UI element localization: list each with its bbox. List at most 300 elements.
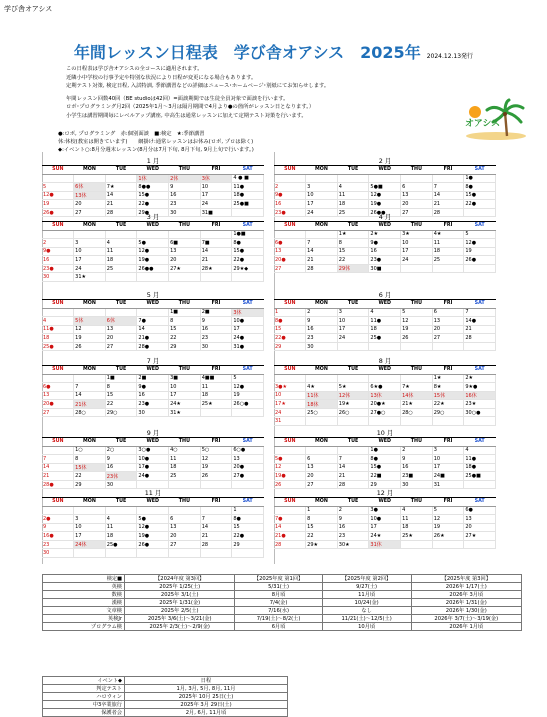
day-cell: 12	[274, 463, 306, 472]
day-cell	[137, 549, 169, 558]
month-calendar	[42, 357, 264, 417]
table-cell: イベント◆	[43, 677, 125, 685]
day-cell: 30■	[369, 264, 401, 273]
title-text: 年間レッスン日程表 学び舎オアシス 2025年	[73, 43, 421, 62]
month-title: 8 月	[274, 357, 496, 366]
day-cell: 20	[464, 523, 496, 532]
weekday-label: SAT	[464, 300, 496, 308]
day-cell: 1■	[105, 374, 137, 383]
day-cell: 22★	[432, 400, 464, 409]
day-cell: 25●	[369, 334, 401, 343]
day-cell: 2★	[369, 230, 401, 239]
day-cell: 8●	[232, 515, 264, 524]
month-title: 12 月	[274, 489, 496, 498]
month-calendar	[274, 489, 496, 549]
day-cell: 15	[105, 391, 137, 400]
page-title	[0, 40, 547, 63]
day-cell: 6	[432, 308, 464, 317]
day-cell: 24休	[74, 540, 106, 549]
day-cell: 11	[105, 523, 137, 532]
day-cell	[42, 446, 74, 455]
week-row	[274, 317, 496, 326]
day-cell: 17	[232, 325, 264, 334]
day-cell: 25●	[42, 342, 74, 351]
weekday-label: SAT	[232, 438, 264, 446]
day-cell: 9●	[137, 383, 169, 392]
day-cell: 22●	[464, 200, 496, 209]
day-cell	[337, 342, 369, 351]
day-cell: 20	[105, 334, 137, 343]
weekday-label: SUN	[274, 366, 306, 374]
day-cell	[105, 230, 137, 239]
day-cell: 25●	[105, 540, 137, 549]
day-cell: 13	[169, 523, 201, 532]
day-cell: 27●○	[369, 408, 401, 417]
day-cell: 3●★	[274, 383, 306, 392]
legend	[58, 130, 254, 154]
day-cell: 13	[306, 463, 338, 472]
day-cell: 31	[432, 480, 464, 489]
day-cell: 19	[232, 391, 264, 400]
day-cell: 11●	[464, 455, 496, 464]
day-cell: 29●	[137, 208, 169, 217]
week-row	[42, 515, 264, 524]
weekday-label: SAT	[232, 166, 264, 174]
table-cell: 【2024年度 第3回】	[125, 575, 235, 583]
table-cell: 2026年 1/30(金)	[411, 607, 521, 615]
weekday-label: THU	[401, 222, 433, 230]
day-cell: 30	[200, 342, 232, 351]
week-row	[274, 506, 496, 515]
week-row	[42, 374, 264, 383]
weekday-label: THU	[401, 300, 433, 308]
day-cell	[464, 480, 496, 489]
intro-line: ロボ･プログラミング月2回（2025年1月～3月は隔月期間で4月より●の箇所がレッスン日となります。）	[66, 104, 315, 111]
week-row	[274, 264, 496, 273]
day-cell: 6休	[105, 317, 137, 326]
day-cell: 25	[169, 472, 201, 481]
day-cell: 13	[42, 391, 74, 400]
day-cell	[274, 230, 306, 239]
week-row	[274, 446, 496, 455]
month-title: 6 月	[274, 291, 496, 300]
day-cell	[464, 342, 496, 351]
table-cell: 2025年 2/3(土)～2/9(金)	[125, 623, 235, 631]
week-row	[274, 523, 496, 532]
day-cell: 13	[464, 515, 496, 524]
day-cell: 24	[401, 256, 433, 265]
day-cell: 5○	[200, 446, 232, 455]
day-cell: 23●	[274, 208, 306, 217]
week-row	[42, 308, 264, 317]
weekday-label: THU	[401, 166, 433, 174]
oasis-logo	[461, 98, 531, 140]
day-cell: 26	[401, 334, 433, 343]
day-cell: 14	[105, 191, 137, 200]
month-calendar	[42, 157, 264, 217]
week-row	[274, 400, 496, 409]
week-row	[42, 334, 264, 343]
table-row	[43, 599, 522, 607]
table-cell: 1月, 3月, 5月, 8月, 11月	[125, 685, 288, 693]
day-cell: 7	[337, 455, 369, 464]
weekday-label: MON	[74, 222, 106, 230]
weekday-label: FRI	[200, 222, 232, 230]
day-cell: 28	[200, 540, 232, 549]
day-cell: 20●	[274, 256, 306, 265]
day-cell: 10●	[137, 455, 169, 464]
week-row	[42, 325, 264, 334]
table-cell: 2026年 3/7(土)～3/19(金)	[411, 615, 521, 623]
week-row	[274, 342, 496, 351]
weekday-label: FRI	[200, 438, 232, 446]
week-row	[274, 383, 496, 392]
day-cell	[74, 506, 106, 515]
weekday-label: TUE	[337, 498, 369, 506]
week-row	[274, 480, 496, 489]
day-cell	[401, 174, 433, 183]
day-cell	[232, 480, 264, 489]
weekday-label: SUN	[42, 366, 74, 374]
day-cell: 27	[42, 408, 74, 417]
day-cell: 4	[337, 183, 369, 192]
day-cell: 7	[200, 515, 232, 524]
day-cell: 17	[369, 523, 401, 532]
day-cell: 4■■	[200, 374, 232, 383]
day-cell: 17●	[137, 463, 169, 472]
week-row	[42, 174, 264, 183]
day-cell: 4	[464, 446, 496, 455]
weekday-label: FRI	[432, 366, 464, 374]
day-cell: 15休	[74, 463, 106, 472]
day-cell: 14	[306, 247, 338, 256]
intro-text	[66, 65, 446, 121]
day-cell: 24●	[137, 472, 169, 481]
day-cell: 14	[137, 325, 169, 334]
weekday-label: WED	[369, 300, 401, 308]
table-cell: 漢検	[43, 599, 125, 607]
day-cell	[74, 549, 106, 558]
weekday-label: SAT	[464, 498, 496, 506]
day-cell: 4	[42, 317, 74, 326]
day-cell	[464, 417, 496, 426]
day-cell: 4	[369, 308, 401, 317]
month-title: 3 月	[42, 213, 264, 222]
day-cell: 29	[232, 540, 264, 549]
day-cell: 8●	[369, 455, 401, 464]
day-cell: 23●	[137, 400, 169, 409]
table-row	[43, 623, 522, 631]
day-cell: 15休	[432, 391, 464, 400]
day-cell: 29★◆	[232, 264, 264, 273]
day-cell: 9	[169, 183, 201, 192]
day-cell: 11●	[232, 183, 264, 192]
day-cell: 20	[432, 325, 464, 334]
day-cell: 2休	[169, 174, 201, 183]
day-cell: 13	[105, 325, 137, 334]
day-cell: 6○●	[232, 446, 264, 455]
weekday-label: WED	[369, 366, 401, 374]
day-cell: 13	[232, 455, 264, 464]
day-cell: 1●	[464, 174, 496, 183]
day-cell: 6★●	[369, 383, 401, 392]
day-cell: 3	[74, 515, 106, 524]
day-cell: 28●	[42, 480, 74, 489]
day-cell: 10	[306, 191, 338, 200]
day-cell: 14	[432, 191, 464, 200]
day-cell: 11休	[306, 391, 338, 400]
day-cell: 28	[464, 334, 496, 343]
logo-text: オアシス	[465, 119, 501, 129]
day-cell	[200, 408, 232, 417]
day-cell: 2	[306, 308, 338, 317]
day-cell: 3●	[369, 506, 401, 515]
day-cell: 22	[74, 472, 106, 481]
weekday-label: SAT	[464, 438, 496, 446]
day-cell: 3	[74, 239, 106, 248]
weekday-label: WED	[369, 166, 401, 174]
day-cell: 1★	[337, 230, 369, 239]
day-cell: 17	[74, 532, 106, 541]
day-cell: 20●	[42, 400, 74, 409]
day-cell: 9●	[274, 191, 306, 200]
weekday-header-row	[42, 300, 264, 308]
weekday-label: WED	[137, 222, 169, 230]
weekday-label: TUE	[337, 366, 369, 374]
day-cell	[401, 417, 433, 426]
table-row	[43, 709, 288, 717]
table-cell: 英検	[43, 583, 125, 591]
day-cell	[137, 230, 169, 239]
day-cell	[137, 308, 169, 317]
day-cell: 17	[432, 463, 464, 472]
table-cell: 検定■	[43, 575, 125, 583]
weekday-label: TUE	[105, 498, 137, 506]
week-row	[42, 256, 264, 265]
day-cell: 7	[74, 383, 106, 392]
day-cell: 4	[105, 515, 137, 524]
day-cell: 12	[74, 325, 106, 334]
day-cell: 26○	[337, 408, 369, 417]
day-cell: 30	[137, 408, 169, 417]
weekday-label: SUN	[274, 166, 306, 174]
day-cell: 13	[169, 247, 201, 256]
weekday-label: SAT	[232, 498, 264, 506]
weekday-label: WED	[137, 300, 169, 308]
table-cell: 【2025年度 第2回】	[322, 575, 411, 583]
weekday-label: THU	[169, 166, 201, 174]
month-title: 5 月	[42, 291, 264, 300]
day-cell: 11	[432, 239, 464, 248]
day-cell: 2	[274, 183, 306, 192]
day-cell: 19	[432, 523, 464, 532]
week-row	[42, 230, 264, 239]
weekday-label: SUN	[42, 222, 74, 230]
day-cell: 6	[306, 455, 338, 464]
day-cell: 10	[432, 455, 464, 464]
day-cell: 3○●	[137, 446, 169, 455]
day-cell: 1●■	[232, 230, 264, 239]
table-row	[43, 685, 288, 693]
day-cell: 26●	[42, 208, 74, 217]
week-row	[274, 174, 496, 183]
day-cell: 29休	[337, 264, 369, 273]
day-cell: 24★	[169, 400, 201, 409]
day-cell: 21●	[137, 334, 169, 343]
week-row	[274, 334, 496, 343]
day-cell: 22■	[369, 472, 401, 481]
table-row	[43, 591, 522, 599]
weekday-label: TUE	[337, 166, 369, 174]
day-cell: 11●	[369, 317, 401, 326]
legend-line: ◆:イベント○:8月分週末レッスン(8月分は7月下旬, 8月下旬, 9月上旬で行います。)	[58, 147, 254, 153]
day-cell: 14	[274, 523, 306, 532]
table-cell: 10月頃	[322, 623, 411, 631]
day-cell: 26●●	[137, 264, 169, 273]
day-cell: 12●	[369, 191, 401, 200]
day-cell: 30	[401, 480, 433, 489]
day-cell: 23	[42, 540, 74, 549]
day-cell: 28	[337, 480, 369, 489]
weekday-label: MON	[74, 438, 106, 446]
day-cell: 30	[306, 342, 338, 351]
weekday-label: THU	[169, 498, 201, 506]
day-cell: 10	[169, 383, 201, 392]
day-cell: 14	[42, 463, 74, 472]
day-cell	[42, 174, 74, 183]
day-cell	[169, 480, 201, 489]
day-cell: 10	[401, 239, 433, 248]
day-cell: 9●	[369, 239, 401, 248]
day-cell	[401, 540, 433, 549]
weekday-label: WED	[369, 498, 401, 506]
day-cell	[274, 506, 306, 515]
day-cell: 22	[337, 256, 369, 265]
day-cell: 8	[74, 455, 106, 464]
day-cell	[200, 549, 232, 558]
week-row	[274, 247, 496, 256]
day-cell: 17	[306, 200, 338, 209]
day-cell: 31■	[200, 208, 232, 217]
day-cell: 15	[169, 325, 201, 334]
table-cell: 2025年 1/25(土)	[125, 583, 235, 591]
day-cell: 9★●	[464, 383, 496, 392]
day-cell: 14	[74, 391, 106, 400]
header-small-title: 学び舎オアシス	[4, 5, 53, 13]
day-cell: 2■	[200, 308, 232, 317]
day-cell: 22	[306, 532, 338, 541]
day-cell	[105, 308, 137, 317]
day-cell: 10	[337, 317, 369, 326]
day-cell: 5	[42, 183, 74, 192]
day-cell: 30	[42, 273, 74, 282]
day-cell	[369, 374, 401, 383]
day-cell	[42, 374, 74, 383]
day-cell: 20	[169, 256, 201, 265]
table-cell: 5/31(土)	[235, 583, 322, 591]
day-cell: 12	[200, 455, 232, 464]
day-cell	[432, 342, 464, 351]
day-cell	[464, 264, 496, 273]
day-cell	[401, 264, 433, 273]
table-cell: 日程	[125, 677, 288, 685]
week-row	[42, 472, 264, 481]
weekday-label: MON	[74, 166, 106, 174]
day-cell: 3休	[200, 174, 232, 183]
day-cell: 18休	[306, 400, 338, 409]
day-cell: 25★	[401, 532, 433, 541]
day-cell	[432, 174, 464, 183]
day-cell: 12●	[232, 383, 264, 392]
day-cell: 9	[306, 317, 338, 326]
day-cell: 21	[200, 256, 232, 265]
day-cell: 8●	[232, 239, 264, 248]
day-cell: 5休	[74, 317, 106, 326]
day-cell: 23	[169, 200, 201, 209]
day-cell: 6休	[74, 183, 106, 192]
day-cell: 11	[200, 383, 232, 392]
table-cell: 10/24(金)	[322, 599, 411, 607]
day-cell: 27	[432, 334, 464, 343]
weekday-header-row	[274, 438, 496, 446]
day-cell: 9	[401, 455, 433, 464]
day-cell	[306, 446, 338, 455]
day-cell	[232, 273, 264, 282]
day-cell	[306, 174, 338, 183]
day-cell: 17	[200, 191, 232, 200]
weekday-label: MON	[306, 222, 338, 230]
day-cell: 7	[432, 183, 464, 192]
day-cell: 25	[432, 256, 464, 265]
weekday-label: FRI	[200, 166, 232, 174]
day-cell	[369, 417, 401, 426]
day-cell: 23休	[105, 472, 137, 481]
day-cell: 14●	[464, 317, 496, 326]
day-cell: 14休	[401, 391, 433, 400]
legend-line: ●:ロボ, プログラミング 赤:個別面談 ■:検定 ★:季節講習	[58, 131, 205, 137]
day-cell	[306, 230, 338, 239]
intro-line: 小学生は講習期間毎にレベルアップ講座, 中高生は通常レッスンに加えて定期テスト対策を行います。	[66, 112, 307, 119]
weekday-label: WED	[137, 498, 169, 506]
table-cell: 2025年 2/5(土)	[125, 607, 235, 615]
weekday-header-row	[42, 222, 264, 230]
weekday-header-row	[42, 438, 264, 446]
weekday-label: SUN	[274, 222, 306, 230]
day-cell: 9	[337, 515, 369, 524]
weekday-header-row	[274, 222, 496, 230]
weekday-label: MON	[306, 438, 338, 446]
week-row	[42, 549, 264, 558]
day-cell: 12●	[137, 247, 169, 256]
day-cell	[369, 174, 401, 183]
issue-date: 2024.12.13発行	[426, 53, 474, 60]
weekday-label: WED	[369, 222, 401, 230]
day-cell: 31	[274, 417, 306, 426]
day-cell: 7★	[105, 183, 137, 192]
day-cell: 26○●	[232, 400, 264, 409]
weekday-label: SUN	[42, 498, 74, 506]
weekday-label: TUE	[105, 222, 137, 230]
table-cell: 7/16(水)	[235, 607, 322, 615]
day-cell: 26●	[464, 256, 496, 265]
day-cell: 8●	[464, 183, 496, 192]
day-cell: 29	[74, 480, 106, 489]
day-cell	[169, 549, 201, 558]
day-cell: 20	[169, 532, 201, 541]
day-cell: 1■	[169, 308, 201, 317]
day-cell: 1	[306, 506, 338, 515]
weekday-label: MON	[306, 498, 338, 506]
